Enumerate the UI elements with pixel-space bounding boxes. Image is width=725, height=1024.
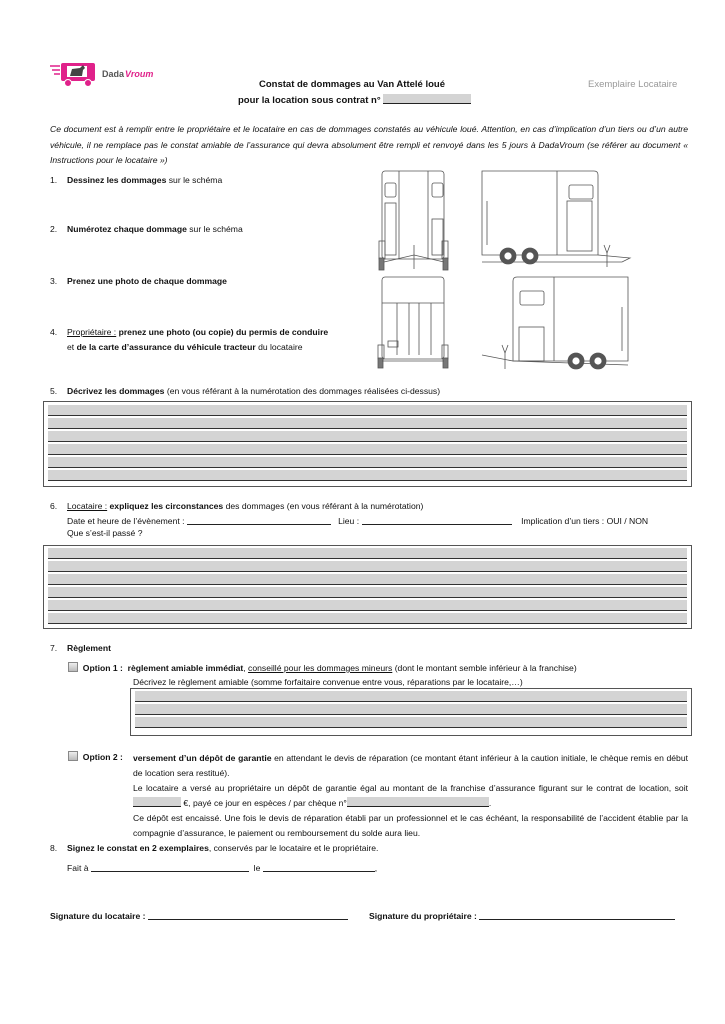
- contract-line: [238, 94, 471, 106]
- place-date-line: Fait à le ,: [67, 863, 378, 873]
- owner-signature: Signature du propriétaire :: [369, 910, 675, 921]
- page-title: Constat de dommages au Van Attelé loué: [259, 79, 445, 90]
- horse-van-logo-icon: [50, 60, 100, 88]
- logo: [50, 60, 154, 90]
- trailer-side-view-right: [482, 171, 630, 267]
- event-info-line: Date et heure de l’évènement : Lieu : Implication d’un tiers : OUI / NON: [67, 516, 649, 526]
- option-1-checkbox[interactable]: [68, 662, 78, 672]
- step-3: 3. Prenez une photo de chaque dommage: [50, 276, 227, 286]
- step-7: 7. Règlement: [50, 643, 111, 653]
- owner-signature-field[interactable]: [479, 910, 675, 920]
- option-1-desc: Décrivez le règlement amiable (somme forfaitaire convenue entre vous, réparations par le locataire,…): [133, 677, 523, 687]
- step-6: 6. Locataire : expliquez les circonstances des dommages (en vous référant à la numérotation): [50, 501, 424, 511]
- trailer-front-view: [379, 171, 448, 270]
- contract-label: pour la location sous contrat n°: [238, 95, 381, 106]
- circumstances-box[interactable]: [43, 545, 692, 629]
- trailer-side-view-left: [482, 277, 628, 369]
- event-date-field[interactable]: [187, 515, 331, 525]
- date-field[interactable]: [263, 862, 375, 872]
- place-field[interactable]: [91, 862, 249, 872]
- amicable-settlement-box[interactable]: [130, 688, 692, 736]
- step-2: 2. Numérotez chaque dommage sur le schéma: [50, 224, 243, 234]
- logo-text: Dada: [102, 69, 125, 79]
- step-4-line2: et de la carte d’assurance du véhicule tracteur du locataire: [67, 342, 303, 352]
- step-4: 4. Propriétaire : prenez une photo (ou copie) du permis de conduire: [50, 327, 329, 337]
- logo-text-accent: Vroum: [125, 69, 154, 79]
- intro-text: Ce document est à remplir entre le propriétaire et le locataire en cas de dommages constatés au véhicule loué. Attention, en cas d’implication d’un tiers ou d’un autre véhicule, il ne remplace pas le constat amiable de l’assurance qui devra absolument être rempli et renvoyé dans les 5 jours à DadaVroum (se référer au document « Instructions pour le locataire »): [50, 124, 688, 165]
- tenant-signature-field[interactable]: [148, 910, 348, 920]
- trailer-rear-view: [378, 277, 448, 368]
- copy-label: Exemplaire Locataire: [588, 79, 678, 90]
- contract-number-field[interactable]: [383, 94, 471, 104]
- option-2: Option 2 :: [68, 751, 123, 762]
- damage-description-box[interactable]: [43, 401, 692, 487]
- deposit-amount-field[interactable]: [133, 797, 181, 807]
- option-2-checkbox[interactable]: [68, 751, 78, 761]
- cheque-number-field[interactable]: [347, 797, 489, 807]
- what-happened-label: Que s’est-il passé ?: [67, 528, 143, 538]
- step-1: 1. Dessinez les dommages sur le schéma: [50, 175, 223, 185]
- step-5: 5. Décrivez les dommages (en vous référant à la numérotation des dommages réalisées ci-dessus): [50, 386, 441, 396]
- option-1: Option 1 : règlement amiable immédiat, conseillé pour les dommages mineurs (dont le montant semble inférieur à la franchise): [68, 662, 577, 673]
- option-2-text: versement d’un dépôt de garantie en attendant le devis de réparation (ce montant étant inférieur à la caution initiale, le chèque remis en début de location sera restitué). Le locataire a versé au propriétaire un dépôt de garantie égal au montant de la franchise d’assurance figurant sur le contrat de location, soit €, payé ce jour en espèces / par chèque n° . Ce dépôt est encaissé. Une fois le devis de réparation établi par un professionnel et le cas échéant, la responsabilité de l’accident établie par la compagnie d’assurance, le paiement ou remboursement du solde aura lieu.: [133, 753, 688, 838]
- step-8: 8. Signez le constat en 2 exemplaires, conservés par le locataire et le propriétaire.: [50, 843, 379, 853]
- trailer-schematics[interactable]: [372, 165, 634, 375]
- tenant-signature: Signature du locataire :: [50, 910, 348, 921]
- event-place-field[interactable]: [362, 515, 512, 525]
- third-party-choice[interactable]: Implication d’un tiers : OUI / NON: [521, 516, 649, 526]
